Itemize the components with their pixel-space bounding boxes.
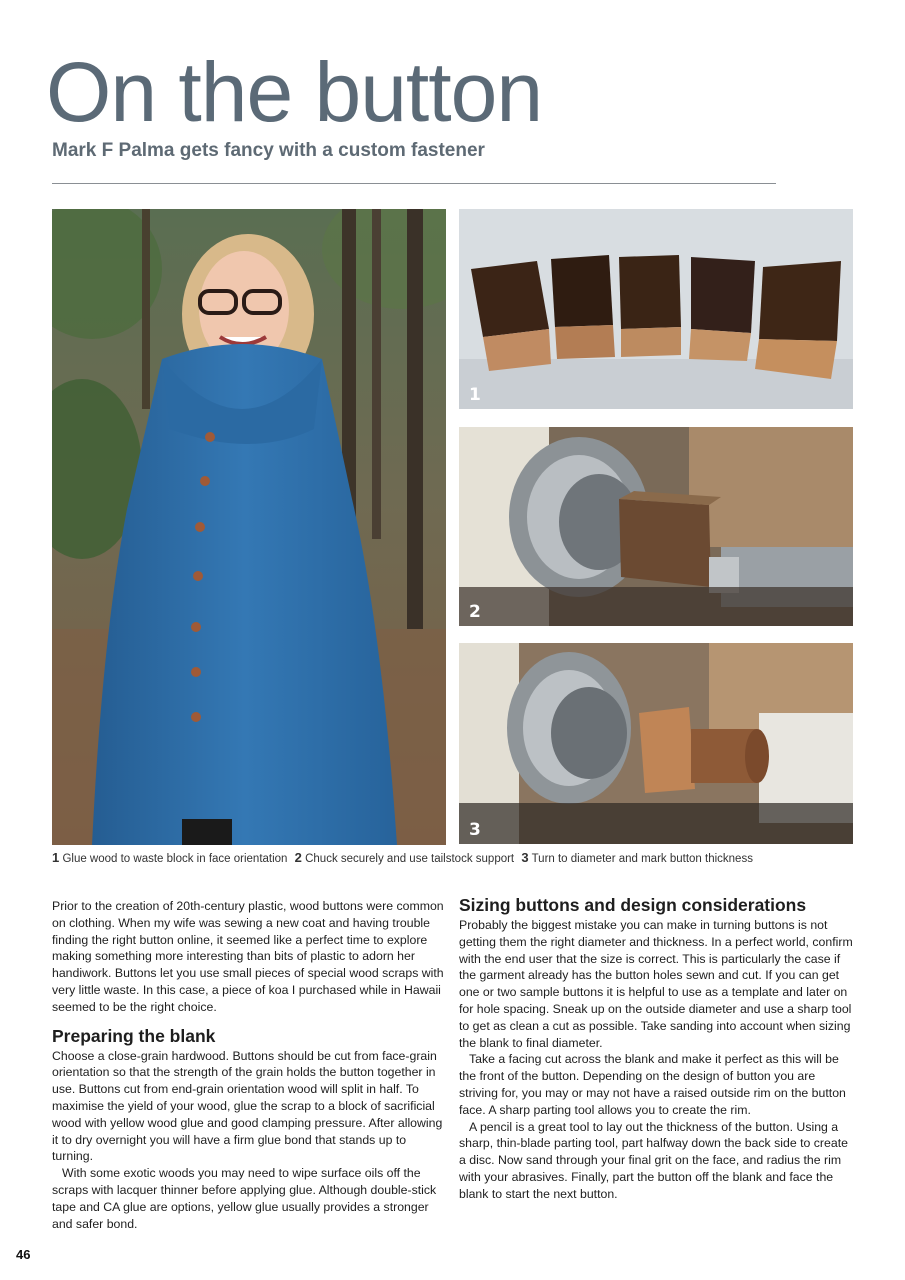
left-column (52, 898, 447, 1232)
page-number: 46 (16, 1247, 31, 1262)
title-divider (52, 183, 776, 184)
sizing-paragraph-2: Take a facing cut across the blank and make it perfect as this will be the front of the button. Depending on the design of button you are striving for, you may or may not have a raised outside rim on the button face. A sharp parting tool allows you to create the rim. (459, 1052, 846, 1117)
step3-photo (459, 643, 853, 844)
preparing-paragraph-1: Choose a close-grain hardwood. Buttons should be cut from face-grain orientation so that the strength of the grain holds the button together in use. Buttons cut from end-grain orientation wood will split in half. To maximise the yield of your wood, glue the scrap to a block of sacrificial wood with yellow wood glue and good clamping pressure. After allowing it to dry overnight you will have a firm glue bond that stands up to turning. (52, 1048, 443, 1164)
heading-preparing-blank: Preparing the blank (52, 1025, 216, 1046)
step2-number: 2 (469, 602, 481, 622)
right-column (459, 895, 854, 1203)
sizing-paragraph-1: Probably the biggest mistake you can make in turning buttons is not getting them the right diameter and thickness. In a perfect world, confirm with the end user that the size is correct. This is particularly the case if the garment already has the button holes sewn and cut. If you can get one or two sample buttons it is helpful to use as a template and later on for hole spacing. Sneak up on the outside diameter and use a sharp tool to get as clean a cut as possible. Take sanding into account when sizing the blank to final diameter. (459, 918, 853, 1050)
wood-blocks-illustration (459, 209, 853, 409)
photo-captions (52, 850, 852, 865)
article-title: On the button (46, 45, 543, 139)
turned-blank-illustration (459, 643, 853, 844)
main-photo (52, 209, 446, 845)
article-subtitle: Mark F Palma gets fancy with a custom fastener (52, 140, 485, 161)
sizing-paragraph-3: A pencil is a great tool to lay out the thickness of the button. Using a sharp, thin-blade parting tool, part halfway down the back side to create a disc. Now sand through your final grit on the face, and radius the rim with your abrasives. Finally, part the button off the blank and face the blank to start the next button. (459, 1119, 848, 1201)
woman-in-coat-illustration (52, 209, 446, 845)
caption-3: 3 Turn to diameter and mark button thickness (521, 850, 753, 865)
step1-photo (459, 209, 853, 409)
intro-paragraph: Prior to the creation of 20th-century plastic, wood buttons were common on clothing. When my wife was sewing a new coat and having trouble finding the right button online, it seemed like a perfect time to explore making something more interesting than bits of plastic to adorn her handiwork. Buttons let you use small pieces of special wood scraps with very little waste. In this case, a piece of koa I purchased while in Hawaii seemed to be the right choice. (52, 899, 444, 1014)
step3-number: 3 (469, 820, 481, 840)
caption-1: 1 Glue wood to waste block in face orientation (52, 850, 288, 865)
preparing-paragraph-2: With some exotic woods you may need to wipe surface oils off the scraps with lacquer thinner before applying glue. Although double-stick tape and CA glue are options, yellow glue usually provides a stronger and safer bond. (52, 1166, 437, 1231)
heading-sizing-buttons: Sizing buttons and design considerations (459, 895, 807, 915)
step1-number: 1 (469, 385, 481, 405)
caption-2: 2 Chuck securely and use tailstock support (294, 850, 515, 865)
step2-photo (459, 427, 853, 626)
chuck-tailstock-illustration (459, 427, 853, 626)
